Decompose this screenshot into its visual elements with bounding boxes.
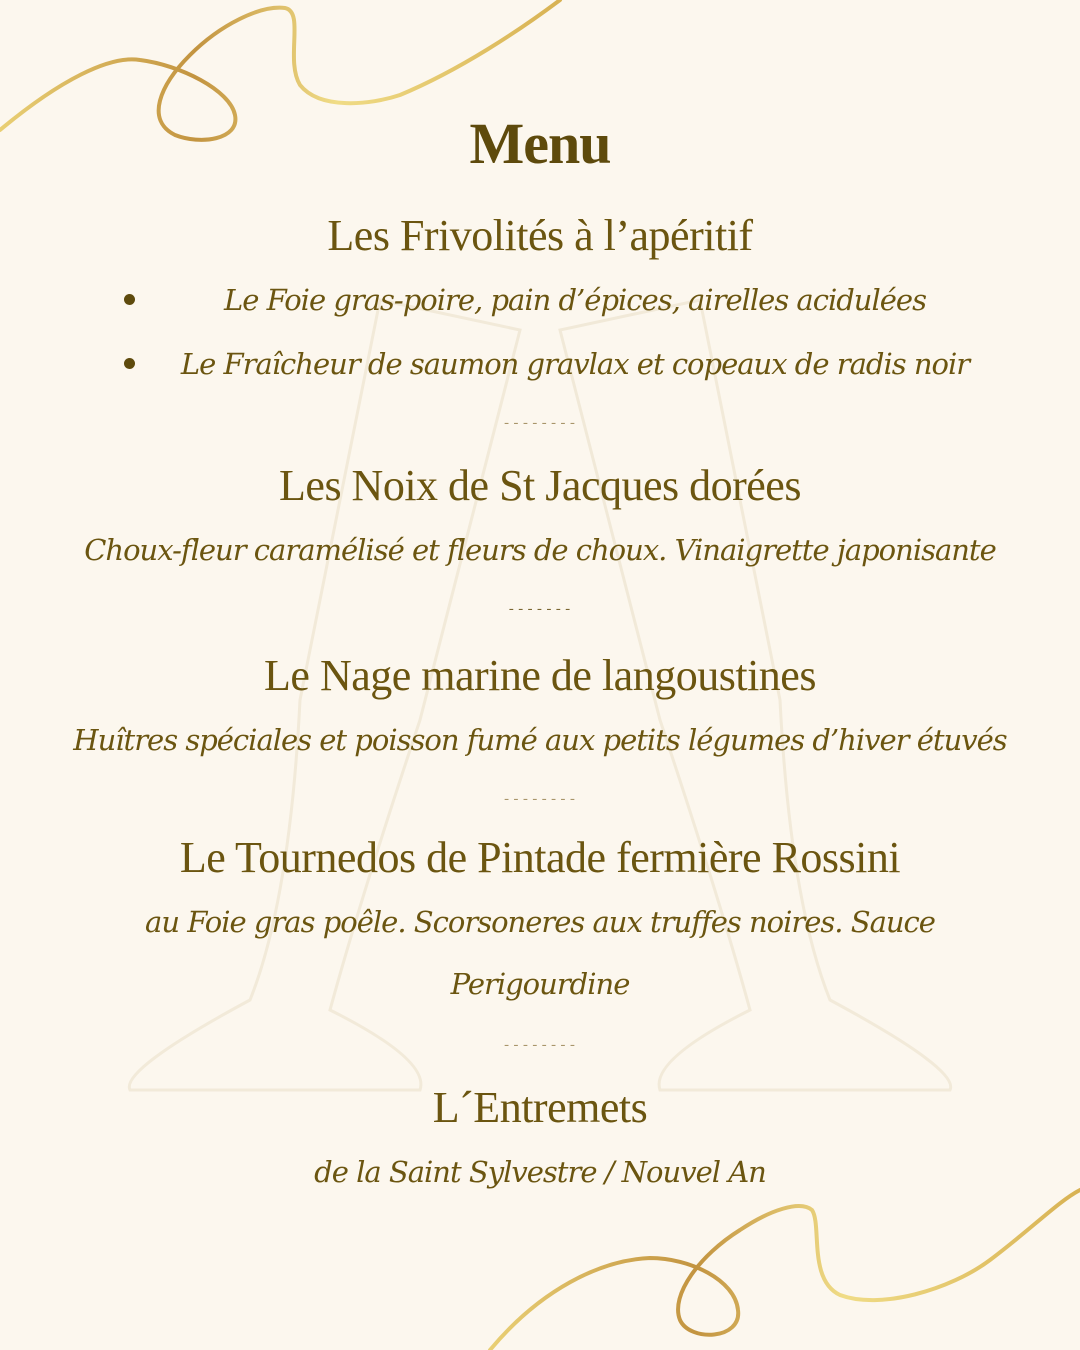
course-heading-langoustines: Le Nage marine de langoustines [264,651,816,700]
bullet-icon [124,358,135,369]
section-divider: -------- [502,792,578,808]
course-description: Huîtres spéciales et poisson fumé aux petits légumes d’hiver étuvés [73,723,1007,757]
course-description: Choux-fleur caramélisé et fleurs de choux. Vinaigrette japonisante [84,533,996,567]
course-description: de la Saint Sylvestre / Nouvel An [314,1155,766,1189]
course-description-line-2: Perigourdine [450,967,630,1001]
course-heading-st-jacques: Les Noix de St Jacques dorées [279,461,801,510]
course-heading-tournedos: Le Tournedos de Pintade fermière Rossini [179,833,901,882]
list-item-text: Le Foie gras-poire, pain d’épices, airelles acidulées [224,283,926,317]
bullet-icon [124,294,135,305]
section-divider: ------- [507,602,573,618]
list-item-text: Le Fraîcheur de saumon gravlax et copeaux de radis noir [180,347,970,381]
course-heading-aperitif: Les Frivolités à l’apéritif [327,211,753,260]
section-divider: -------- [502,416,578,432]
section-divider: -------- [502,1038,578,1054]
course-description-line-1: au Foie gras poêle. Scorsoneres aux truffes noires. Sauce [145,905,935,939]
course-heading-entremets: L´Entremets [432,1083,648,1132]
menu-title: Menu [469,111,611,176]
